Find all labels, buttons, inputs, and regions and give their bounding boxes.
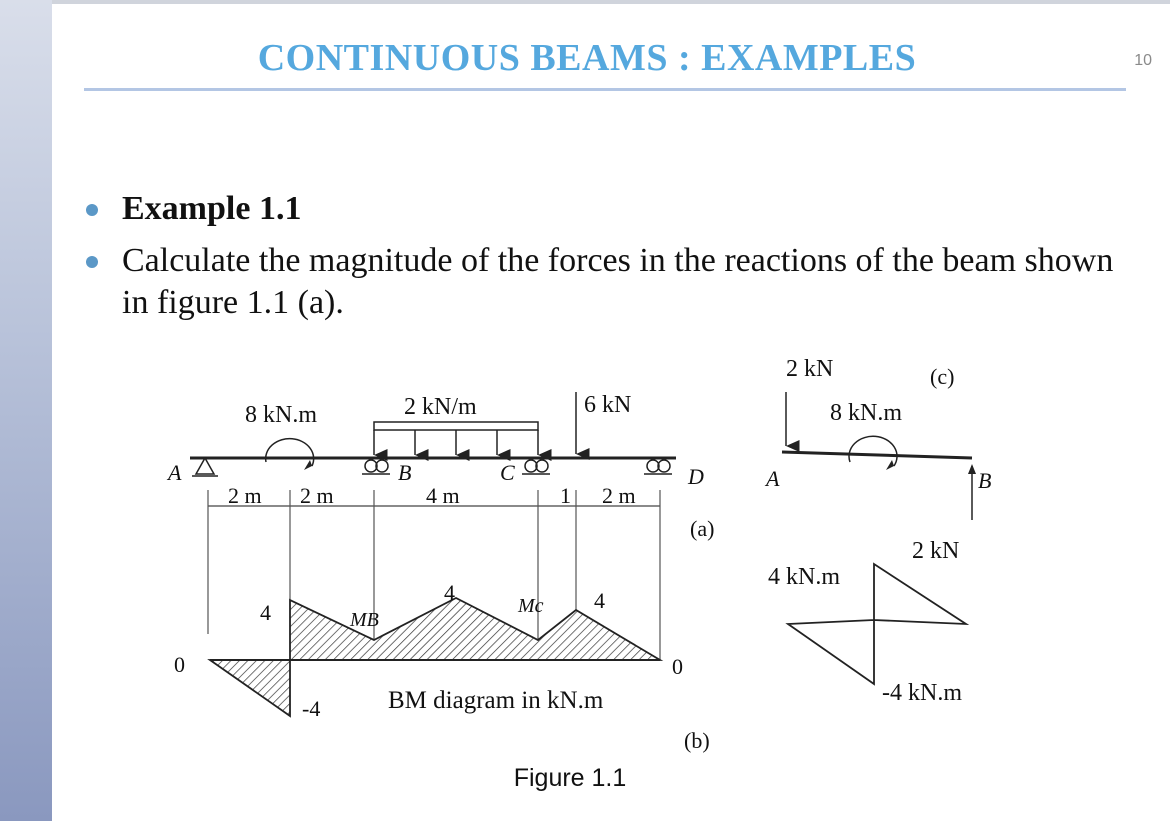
reaction-label: 2 kN [912,538,960,564]
cantilever-moment-label: 8 kN.m [830,400,902,426]
bm-caption: BM diagram in kN.m [388,687,604,714]
cantilever-end-b: B [978,468,992,493]
moment-label-a: 8 kN.m [245,402,317,428]
support-b-roller-icon [362,460,390,474]
bm-value: 4 [260,600,271,625]
bm-value: 4 [594,588,605,613]
slide-title: CONTINUOUS BEAMS : EXAMPLES [257,37,917,79]
page-number: 10 [1134,52,1152,69]
support-d-roller-icon [644,460,672,474]
part-label-a: (a) [690,516,715,541]
cantilever-end-a: A [766,466,780,491]
reaction-arrowhead-icon [968,464,976,474]
figure-caption: Figure 1.1 [513,764,627,792]
point-load-label: 6 kN [584,392,632,418]
part-label-c: (c) [930,364,955,389]
cantilever-load-label: 2 kN [786,356,834,382]
mc-label: Mc [518,595,544,617]
support-a-label: A [168,460,182,485]
bm-value: 0 [672,654,683,679]
bm-diagram-b [174,580,710,753]
udl-label: 2 kN/m [404,394,477,420]
support-c-label: C [500,460,515,485]
span-label: 1 [560,483,571,508]
moment-top-label: 4 kN.m [768,564,840,590]
applied-moment-icon [266,439,314,470]
bullet-text: Calculate the magnitude of the forces in the reactions of the beam shown in figure 1.1 (a). [122,242,1114,321]
mb-label: MB [350,609,379,631]
bullet-text: Example 1.1 [122,190,302,227]
moment-bottom-label: -4 kN.m [882,680,962,706]
part-label-b: (b) [684,728,710,753]
span-label: 2 m [228,483,262,508]
support-d-label: D [688,464,704,489]
udl-load-icon [374,422,538,455]
support-c-roller-icon [522,460,550,474]
bm-value: -4 [302,696,321,721]
bm-value: 4 [444,580,455,605]
span-label: 2 m [602,483,636,508]
support-b-label: B [398,460,412,485]
span-label: 4 m [426,483,460,508]
bm-value: 0 [174,652,185,677]
cantilever-beam-line [782,452,972,458]
support-a-pin-icon [192,458,218,476]
span-label: 2 m [300,483,334,508]
cantilever-diagram-c [764,356,991,706]
